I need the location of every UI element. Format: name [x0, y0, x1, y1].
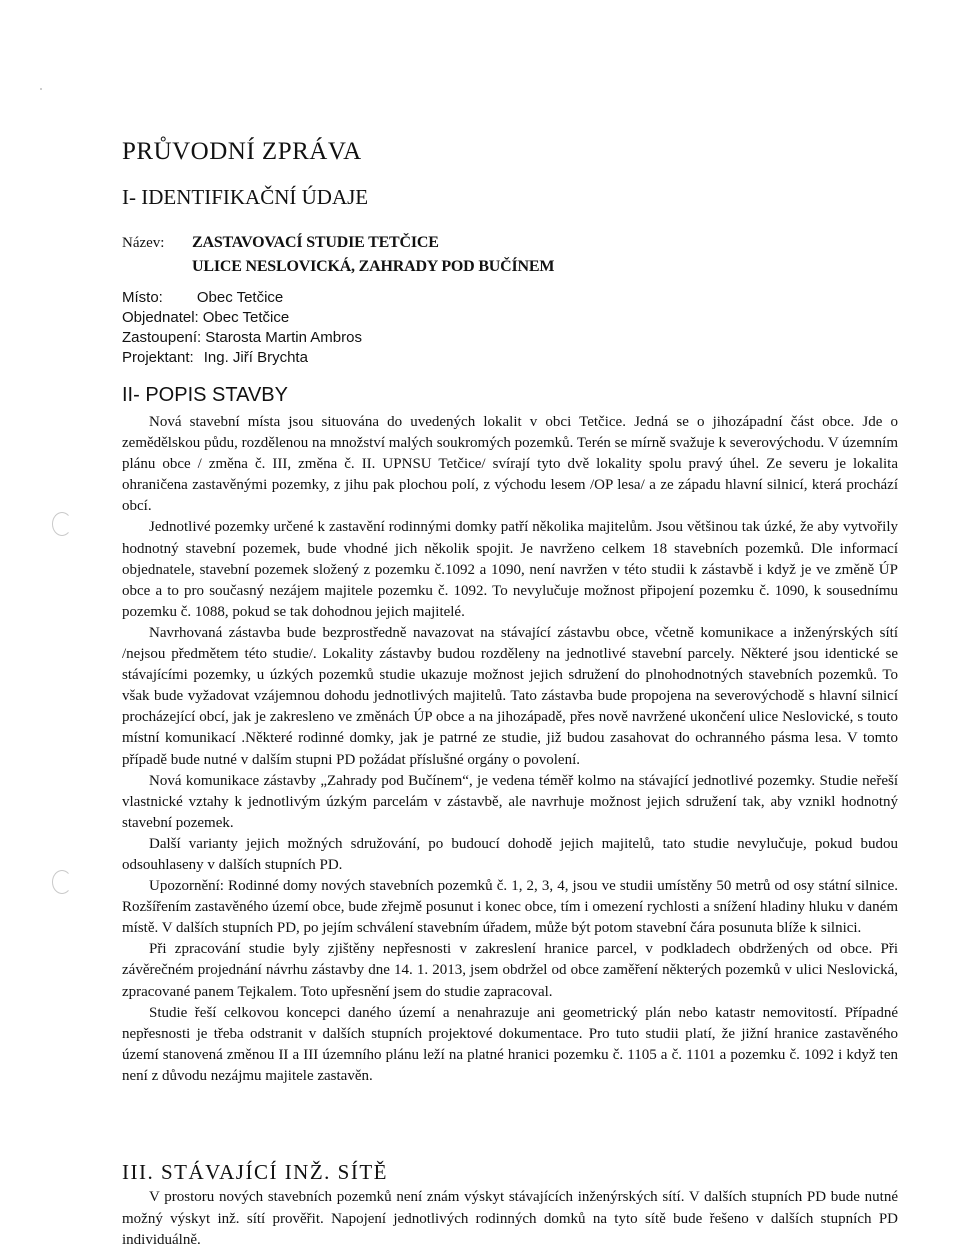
paragraph: V prostoru nových stavebních pozemků není znám výskyt stávajících inženýrských sítí. V dalších stupních PD bude nutné možný výskyt inž. sítí prověřit. Napojení jednotlivých rodinných domků na tyto sítě bude řešeno v dalších stupních PD individuálně.: [122, 1189, 898, 1248]
description-body: [122, 412, 898, 1087]
section-heading-description: II- POPIS STAVBY: [122, 384, 288, 406]
info-label: Projektant:: [122, 349, 194, 366]
info-value: Obec Tetčice: [196, 289, 284, 306]
info-label: Zastoupení:: [122, 329, 202, 346]
paragraph: Nová stavební místa jsou situována do uvedených lokalit v obci Tetčice. Jedná se o jihozápadní část obce. Jde o zemědělskou půdu, rozdělenou na množství malých soukromých pozemků. Terén se mírně svažuje k severovýchodu. V územním plánu obce / změna č. III, změna č. II. UPNSU Tetčice/ svírají tyto dvě lokality spolu pravý úhel. Ze severu je lokalita ohraničena zastavěnými pozemky, z jihu pak plochou polí, z východu lesem /OP lesa/ a ze západu hlavní silnicí, která prochází obcí.: [122, 414, 898, 515]
paragraph: Navrhovaná zástavba bude bezprostředně navazovat na stávající zástavbu obce, včetně komunikace a inženýrských sítí /nejsou předmětem této studie/. Lokality zástavby budou rozděleny na jednotlivé stavební parcely. Některé jsou identické se stávajícími pozemky, u úzkých pozemků studie ukazuje možnost jejich sdružení do plnohodnotných stavebních pozemků. To však bude vyžadovat vzájemnou dohodu jednotlivých majitelů. Tato zástavba bude propojena na severovýchodě s hlavní silnicí procházející obcí, jak je zakresleno ve změnách ÚP obce a na jihozápadě, přes nově navržené ukončení ulice Neslovické, s touto místní komunikací .Některé rodinné domky, jak je patrné ze studie, již budou zasahovat do ochranného pásma lesa. V tomto případě bude nutné v dalším stupni PD požádat příslušné orgány o povolení.: [122, 624, 898, 768]
info-row-place: [122, 288, 362, 308]
scan-speck: [40, 88, 42, 90]
info-label: Objednatel:: [122, 309, 199, 326]
utilities-body: [122, 1187, 898, 1252]
punch-hole-mark: [52, 512, 72, 536]
paragraph: Jednotlivé pozemky určené k zastavění rodinnými domky patří několika majitelům. Jsou většinou tak úzké, že aby vytvořily hodnotný stavební pozemek, bude vhodné jich několik spojit. Je navrženo celkem 18 stavebních pozemků. Dle informací objednatele, stavební pozemek složený z pozemku č.1092 a 1090, není navržen v této studii k zástavbě i když je ve změně ÚP obce a to pro současný nezájem majitele pozemku č. 1092. To nevylučuje možnost připojení pozemku č. 1090, k sousednímu pozemku č. 1088, pokud se tak dohodnou jejich majitelé.: [122, 519, 898, 620]
paragraph: Další varianty jejich možných sdružování, po budoucí dohodě jejich majitelů, tato studie nevylučuje, pokud budou odsouhlaseny v dalších stupních PD.: [122, 835, 898, 873]
info-row-designer: [122, 348, 362, 368]
punch-hole-mark: [52, 870, 72, 894]
project-name-line: ZASTAVOVACÍ STUDIE TETČICE: [192, 234, 439, 251]
section-heading-utilities: III. STÁVAJÍCÍ INŽ. SÍTĚ: [122, 1160, 389, 1184]
info-row-client: [122, 308, 362, 328]
section-heading-identification: I- IDENTIFIKAČNÍ ÚDAJE: [122, 185, 369, 209]
paragraph: Upozornění: Rodinné domy nových stavebních pozemků č. 1, 2, 3, 4, jsou ve studii umístěny 50 metrů od osy státní silnice. Rozšířením zastavěného území obce, bude zřejmě posunut i konec obce, tím i omezení rychlosti a snížení hladiny hluku v daném místě. V dalších stupních PD, po jejím schválení stavebním úřadem, může být potom stavební čára posunuta blíže k silnici.: [122, 878, 898, 937]
info-value: Ing. Jiří Brychta: [203, 349, 308, 366]
paragraph: Nová komunikace zástavby „Zahrady pod Bučínem“, je vedena téměř kolmo na stávající jednotlivé pozemky. Studie neřeší vlastnické vztahy k jednotlivým úzkým parcelám v zástavbě, ale navrhuje možnost jejich sdružení tak, aby vznikl hodnotný stavební pozemek.: [122, 772, 898, 831]
project-name-line: ULICE NESLOVICKÁ, ZAHRADY POD BUČÍNEM: [192, 258, 555, 275]
paragraph: Při zpracování studie byly zjištěny nepřesnosti v zakreslení hranice parcel, v podkladech obdržených od obce. Při závěrečném projednání návrhu zástavby dne 14. 1. 2013, jsem obdržel od obce zaměření některých pozemků v ulici Neslovická, zpracované panem Tejkalem. Toto upřesnění jsem do studie zapracoval.: [122, 941, 898, 1000]
name-label: Název:: [122, 235, 165, 251]
info-row-representative: [122, 328, 362, 348]
info-value: Obec Tetčice: [202, 309, 290, 326]
identification-info: [122, 288, 362, 368]
paragraph: Studie řeší celkovou koncepci daného území a nenahrazuje ani geometrický plán nebo katastr nemovitostí. Případné nepřesnosti je třeba odstranit v dalších stupních projektové dokumentace. Pro tuto studii platí, že jižní hranice zastavěného území stanovená změnou II a III územního plánu leží na platné hranici pozemku č. 1105 a č. 1101 a pozemku č. 1092 i když ten není z důvodu nezájmu majitele zastavěn.: [122, 1004, 898, 1084]
info-value: Starosta Martin Ambros: [205, 329, 362, 346]
info-label: Místo:: [122, 289, 163, 306]
document-title: PRŮVODNÍ ZPRÁVA: [122, 138, 362, 165]
